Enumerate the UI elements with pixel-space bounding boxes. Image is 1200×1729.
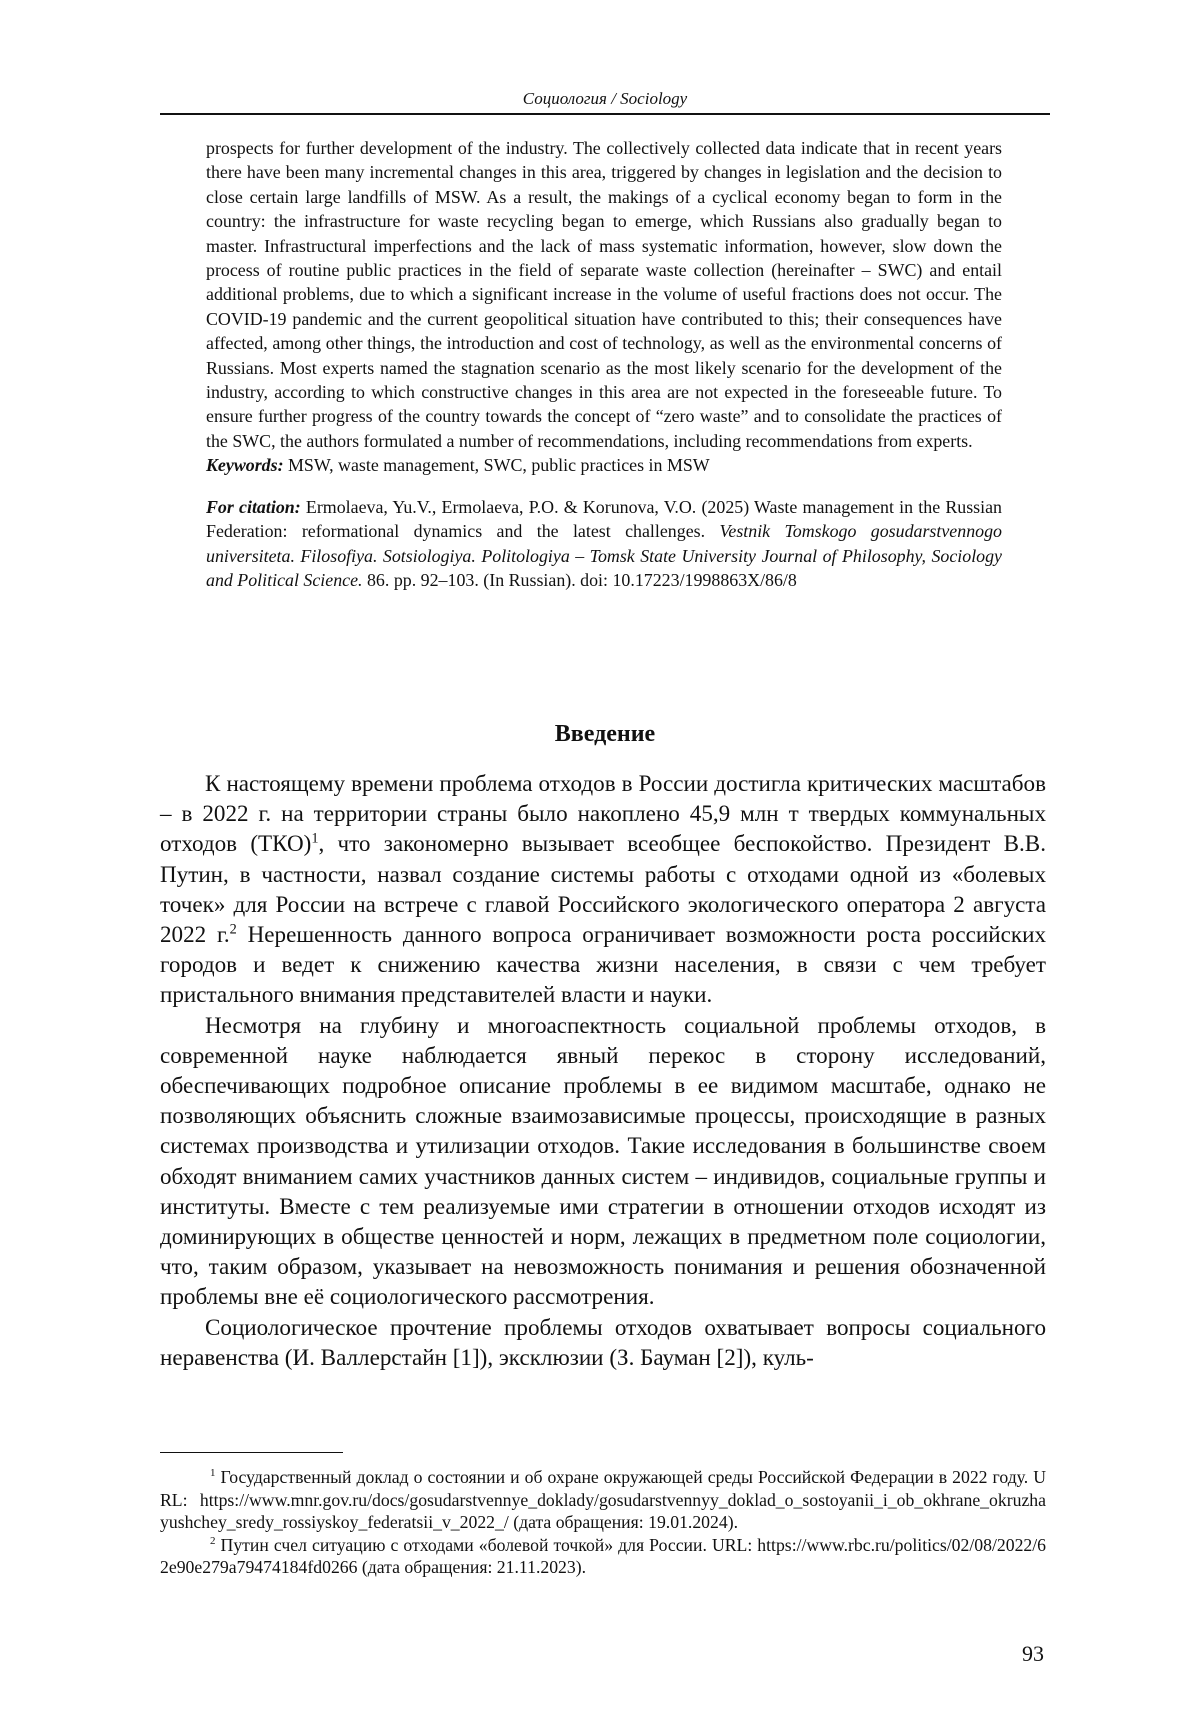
- footnote-2-text: Путин счел ситуацию с отходами «болевой точкой» для России. URL: https://www.rbc.ru/politics/02/08/2022/62e90e279a79474184fd0266 (дата обращения: 21.11.2023).: [160, 1534, 1047, 1578]
- footnote-2: [160, 1534, 1046, 1579]
- abstract-text: prospects for further development of the industry. The collectively collected data indicate that in recent years there have been many incremental changes in this area, triggered by changes in legislation and the decision to close certain large landfills of MSW. As a result, the makings of a cyclical economy began to form in the country: the infrastructure for waste recycling began to emerge, which Russians also gradually began to master. Infrastructural imperfections and the lack of mass systematic information, however, slow down the process of routine public practices in the field of separate waste collection (hereinafter – SWC) and entail additional problems, due to which a significant increase in the volume of useful fractions does not occur. The COVID-19 pandemic and the current geopolitical situation have contributed to this; their consequences have affected, among other things, the introduction and cost of technology, as well as the environmental concerns of Russians. Most experts named the stagnation scenario as the most likely scenario for the development of the industry, according to which constructive changes in this area are not expected in the foreseeable future. To ensure further progress of the country towards the concept of “zero waste” and to consolidate the practices of the SWC, the authors formulated a number of recommendations, including recommendations from experts.: [206, 138, 1002, 451]
- paragraph-1-part-c: Нерешенность данного вопроса ограничивает возможности роста российских городов и ведет к снижению качества жизни населения, в связи с чем требует пристального внимания представителей власти и науки.: [160, 921, 1047, 1008]
- header-divider: [160, 113, 1050, 115]
- footnote-ref-2[interactable]: 2: [229, 921, 237, 938]
- running-header: Социология / Sociology: [522, 89, 688, 108]
- citation-details: 86. pp. 92–103. (In Russian). doi: 10.17223/1998863X/86/8: [366, 569, 797, 590]
- citation-text: Ermolaeva, Yu.V., Ermolaeva, P.O. & Korunova, V.O. (2025) Waste management in the Russian Federation: reformational dynamics and the latest challenges.: [206, 496, 1003, 542]
- paragraph-3: Социологическое прочтение проблемы отходов охватывает вопросы социального неравенства (И. Валлерстайн [1]), эксклюзии (З. Бауман [2]), куль-: [160, 1313, 1046, 1370]
- citation-journal: Vestnik Tomskogo gosudarstvennogo universiteta. Filosofiya. Sotsiologiya. Politologiya – Tomsk State University Journal of Philosophy, Sociology and Political Science.: [206, 521, 1002, 590]
- abstract-block: [206, 136, 1002, 592]
- footnote-1: [160, 1466, 1046, 1534]
- paragraph-1-part-a: К настоящему времени проблема отходов в России достигла критических масштабов – в 2022 г. на территории страны было накоплено 45,9 млн т твердых коммунальных отходов (ТКО): [160, 770, 1046, 857]
- page-number: 93: [1022, 1641, 1044, 1666]
- footnote-divider: [160, 1452, 343, 1453]
- section-title: Введение: [554, 721, 656, 747]
- footnotes: [160, 1466, 1046, 1579]
- paragraph-2: Несмотря на глубину и многоаспектность социальной проблемы отходов, в современной науке наблюдается явный перекос в сторону исследований, обеспечивающих подробное описание проблемы в ее видимом масштабе, однако не позволяющих объяснить сложные взаимозависимые процессы, происходящие в разных системах производства и утилизации отходов. Такие исследования в большинстве своем обходят вниманием самих участников данных систем – индивидов, социальные группы и институты. Вместе с тем реализуемые ими стратегии в отношении отходов исходят из доминирующих в обществе ценностей и норм, лежащих в предметном поле социологии, что, таким образом, указывает на невозможность понимания и решения обозначенной проблемы вне её социологического рассмотрения.: [160, 1011, 1046, 1310]
- keywords-value: MSW, waste management, SWC, public practices in MSW: [288, 455, 710, 476]
- paragraph-1-part-b: , что закономерно вызывает всеобщее беспокойство. Президент В.В. Путин, в частности, назвал создание системы работы с отходами одной из «болевых точек» для России на встрече с главой Российского экологического оператора 2 августа 2022 г.: [160, 830, 1046, 948]
- body-text: [160, 768, 1046, 1372]
- footnote-1-text: Государственный доклад о состоянии и об охране окружающей среды Российской Федерации в 2022 году. URL: https://www.mnr.gov.ru/docs/gosudarstvennye_doklady/gosudarstvennyy_doklad_o_sostoyanii_i_ob_okhrane_okruzhayushchey_sredy_rossiyskoy_federatsii_v_2022_/ (дата обращения: 19.01.2024).: [160, 1467, 1046, 1533]
- citation-block: [206, 495, 1002, 593]
- citation-label: For citation:: [206, 496, 301, 517]
- footnote-marker-2: 2: [210, 1534, 216, 1547]
- footnote-marker-1: 1: [210, 1467, 216, 1480]
- keywords-line: [206, 453, 1002, 477]
- paragraph-1: [160, 768, 1046, 1010]
- keywords-label: Keywords:: [206, 455, 284, 476]
- footnote-ref-1[interactable]: 1: [311, 830, 319, 847]
